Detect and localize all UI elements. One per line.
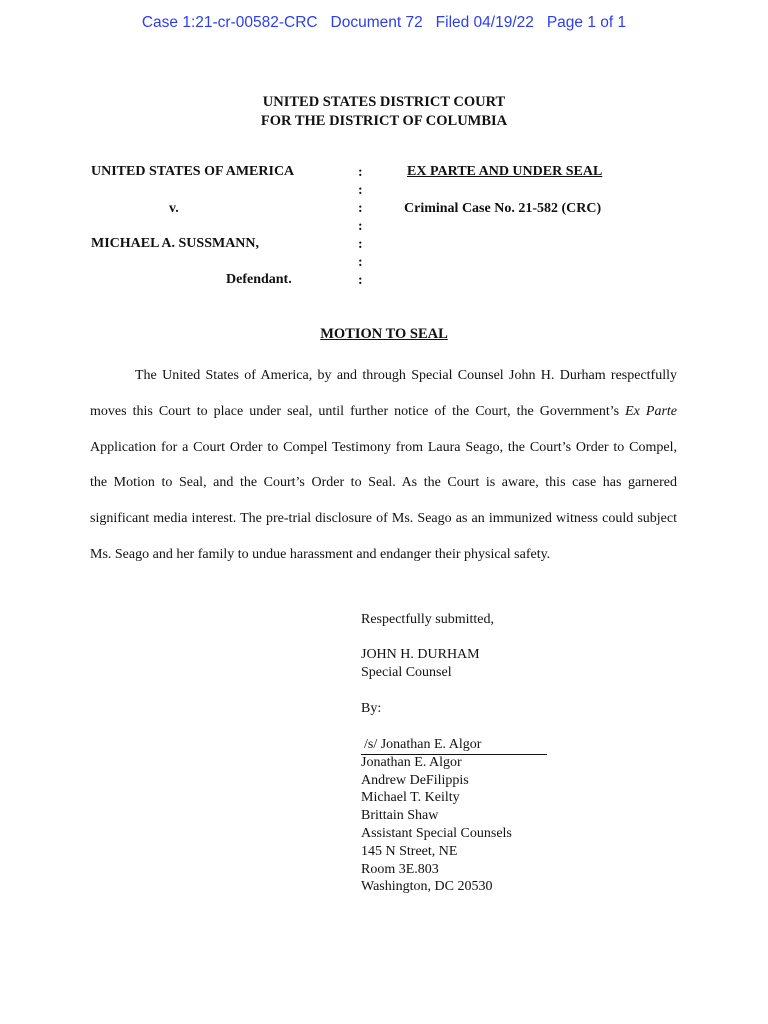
body-text-italic: Ex Parte: [625, 403, 677, 419]
stamp-document: Document 72: [330, 14, 423, 31]
filing-stamp: [0, 14, 768, 32]
court-heading: [0, 93, 768, 131]
caption-defendant-label: Defendant.: [226, 272, 292, 287]
address-line: 145 N Street, NE: [361, 844, 458, 859]
caption-plaintiff: UNITED STATES OF AMERICA: [91, 164, 295, 179]
caption-colon: :: [358, 255, 363, 270]
caption-colon: :: [358, 183, 363, 198]
by-label: By:: [361, 701, 382, 716]
stamp-page: Page 1 of 1: [546, 14, 627, 31]
signer-name: JOHN H. DURHAM: [361, 647, 480, 662]
counsel-name: Michael T. Keilty: [361, 790, 460, 805]
motion-body: [90, 358, 677, 573]
counsel-title: Assistant Special Counsels: [361, 826, 512, 841]
address-line: Washington, DC 20530: [361, 879, 493, 894]
counsel-name: Brittain Shaw: [361, 808, 439, 823]
counsel-name: Andrew DeFilippis: [361, 773, 469, 788]
stamp-filed: Filed 04/19/22: [435, 14, 534, 31]
caption-versus: v.: [169, 201, 179, 216]
caption-defendant-name: MICHAEL A. SUSSMANN,: [91, 236, 260, 251]
address-line: Room 3E.803: [361, 862, 439, 877]
closing-line: Respectfully submitted,: [361, 612, 494, 627]
counsel-name: Jonathan E. Algor: [361, 755, 462, 770]
electronic-signature: /s/ Jonathan E. Algor: [361, 736, 547, 755]
caption-colon: :: [358, 201, 363, 216]
caption-seal-label: EX PARTE AND UNDER SEAL: [407, 164, 603, 179]
caption-colon: :: [358, 165, 363, 180]
signature-line: [361, 736, 547, 755]
court-name: UNITED STATES DISTRICT COURT: [262, 94, 506, 110]
caption-case-number: Criminal Case No. 21-582 (CRC): [404, 201, 602, 216]
body-text-part1: The United States of America, by and through Special Counsel John H. Durham respectfully moves this Court to place under seal, until further notice of the Court, the Government’s: [90, 368, 677, 419]
document-title: MOTION TO SEAL: [320, 326, 448, 342]
signer-role: Special Counsel: [361, 665, 452, 680]
stamp-case: Case 1:21-cr-00582-CRC: [141, 14, 318, 31]
court-district: FOR THE DISTRICT OF COLUMBIA: [260, 113, 508, 129]
caption-colon: :: [358, 237, 363, 252]
caption-colon: :: [358, 273, 363, 288]
body-text-part2: Application for a Court Order to Compel Testimony from Laura Seago, the Court’s Order to Compel, the Motion to Seal, and the Court’s Order to Seal. As the Court is aware, this case has garnered significant media interest. The pre-trial disclosure of Ms. Seago as an immunized witness could subject Ms. Seago and her family to undue harassment and endanger their physical safety.: [90, 439, 677, 562]
caption-colon: :: [358, 219, 363, 234]
